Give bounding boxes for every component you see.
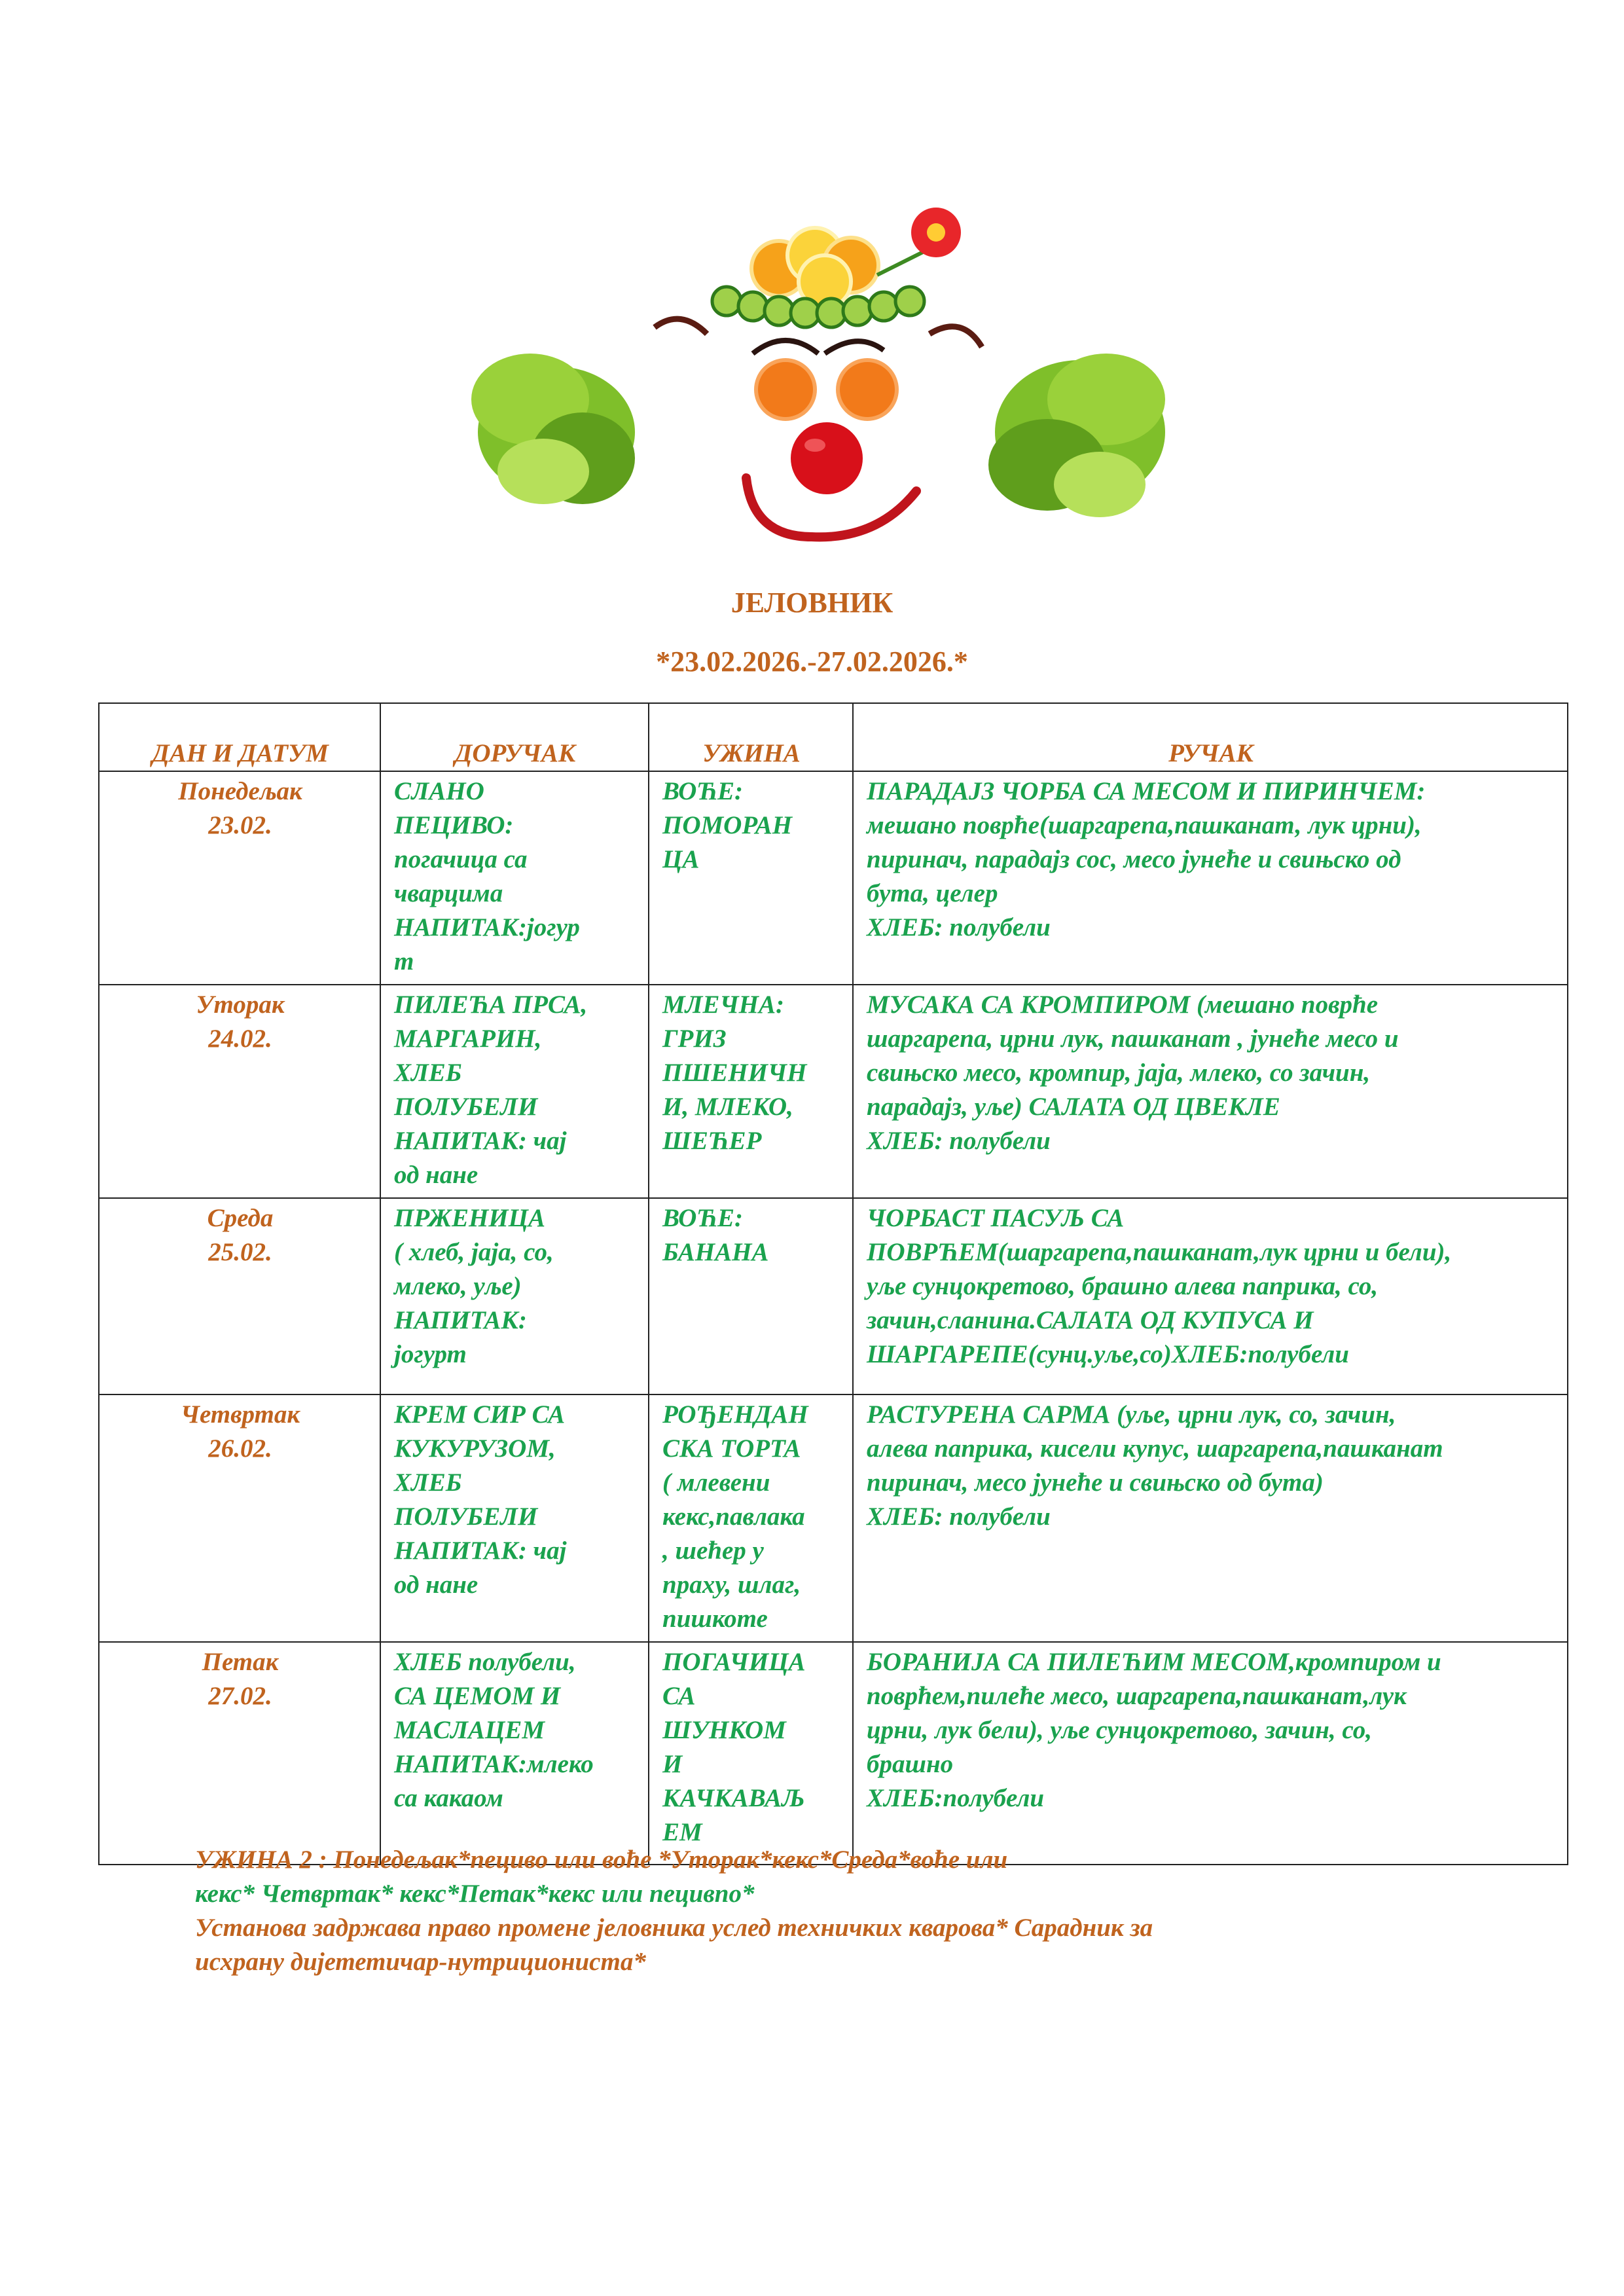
breakfast-line: чварцима xyxy=(394,879,503,907)
lettuce-left-icon xyxy=(471,354,635,504)
lunch-line: парадајз, уље) САЛАТА ОД ЦВЕКЛЕ xyxy=(867,1093,1280,1121)
breakfast-line: СА ЦЕМОМ И xyxy=(394,1682,561,1710)
snack-line: СКА ТОРТА xyxy=(662,1434,801,1463)
day-cell xyxy=(99,771,380,985)
table-row xyxy=(99,771,1568,985)
menu-table xyxy=(98,702,1568,1865)
breakfast-cell xyxy=(380,985,649,1198)
breakfast-line: млеко, уље) xyxy=(394,1272,522,1300)
table-row xyxy=(99,1394,1568,1642)
breakfast-line: НАПИТАК:млеко xyxy=(394,1750,594,1778)
breakfast-cell xyxy=(380,1642,649,1865)
day-date: 26.02. xyxy=(208,1434,272,1463)
breakfast-line: ХЛЕБ xyxy=(394,1059,462,1087)
date-range: *23.02.2026.-27.02.2026.* xyxy=(656,646,968,678)
snack-line: БАНАНА xyxy=(662,1238,769,1266)
snack-line: пишкоте xyxy=(662,1605,768,1633)
breakfast-cell xyxy=(380,1198,649,1394)
snack-cell xyxy=(649,771,853,985)
breakfast-line: јогурт xyxy=(394,1340,467,1368)
lunch-line: ЧОРБАСТ ПАСУЉ СА xyxy=(867,1204,1125,1232)
breakfast-line: ПОЛУБЕЛИ xyxy=(394,1093,538,1121)
breakfast-line: ПОЛУБЕЛИ xyxy=(394,1503,538,1531)
lunch-line: алева паприка, кисели купус, шаргарепа,пашканат xyxy=(867,1434,1443,1463)
tomato-nose-icon xyxy=(791,422,863,494)
lettuce-right-icon xyxy=(988,354,1165,517)
day-cell xyxy=(99,985,380,1198)
day-cell xyxy=(99,1198,380,1394)
snack-cell xyxy=(649,985,853,1198)
snack-cell xyxy=(649,1642,853,1865)
lunch-line: ПОВРЋЕМ(шаргарепа,пашканат,лук црни и бели), xyxy=(867,1238,1452,1266)
breakfast-line: ХЛЕБ полубели, xyxy=(394,1648,576,1676)
clown-food-illustration xyxy=(458,183,1178,576)
day-cell xyxy=(99,1394,380,1642)
snack-line: РОЂЕНДАН xyxy=(662,1400,808,1429)
lunch-line: шаргарепа, црни лук, пашканат , јунеће месо и xyxy=(867,1025,1399,1053)
breakfast-line: НАПИТАК: xyxy=(394,1306,527,1334)
lunch-line: ХЛЕБ: полубели xyxy=(867,1127,1051,1155)
snack-line: И xyxy=(662,1750,683,1778)
lunch-line: РАСТУРЕНА САРМА (уље, црни лук, со, зачин, xyxy=(867,1400,1396,1429)
lunch-line: бута, целер xyxy=(867,879,998,907)
lunch-line: уље сунцокретово, брашно алева паприка, со, xyxy=(867,1272,1379,1300)
day-date: 24.02. xyxy=(208,1025,272,1053)
lunch-line: ХЛЕБ: полубели xyxy=(867,1503,1051,1531)
day-name: Петак xyxy=(202,1648,279,1676)
table-row xyxy=(99,1198,1568,1394)
snack-line: ШЕЋЕР xyxy=(662,1127,762,1155)
snack-line: ЕМ xyxy=(662,1818,702,1846)
day-date: 27.02. xyxy=(208,1682,272,1710)
breakfast-line: ПЕЦИВО: xyxy=(394,811,514,839)
snack-line: ЦА xyxy=(662,845,700,873)
footer-line-2: кекс* Четвртак* кекс*Петак*кекс или пецивпо* xyxy=(195,1880,755,1908)
day-date: 25.02. xyxy=(208,1238,272,1266)
lunch-line: поврћем,пилеће месо, шаргарепа,пашканат,лук xyxy=(867,1682,1407,1710)
breakfast-line: погачица са xyxy=(394,845,528,873)
snack-line: МЛЕЧНА: xyxy=(662,991,784,1019)
lunch-line: свињско месо, кромпир, јаја, млеко, со зачин, xyxy=(867,1059,1371,1087)
snack-line: ШУНКОМ xyxy=(662,1716,786,1744)
footer-notes xyxy=(195,1843,1439,1979)
snack-line: ГРИЗ xyxy=(662,1025,727,1053)
breakfast-line: са какаом xyxy=(394,1784,503,1812)
breakfast-line: ( хлеб, јаја, со, xyxy=(394,1238,554,1266)
snack-line: И, МЛЕКО, xyxy=(662,1093,793,1121)
lunch-cell xyxy=(853,1198,1568,1394)
snack-line: ВОЋЕ: xyxy=(662,1204,743,1232)
header-snack: УЖИНА xyxy=(649,703,853,771)
day-cell xyxy=(99,1642,380,1865)
lunch-line: зачин,сланина.САЛАТА ОД КУПУСА И xyxy=(867,1306,1314,1334)
header-row xyxy=(99,703,1568,771)
snack-line: праху, шлаг, xyxy=(662,1571,801,1599)
lunch-line: ШАРГАРЕПЕ(сунц.уље,со)ХЛЕБ:полубели xyxy=(867,1340,1349,1368)
snack-line: ПОМОРАН xyxy=(662,811,793,839)
footer-line-3: Установа задржава право промене јеловника услед техничких кварова* Сарадник за xyxy=(195,1914,1153,1942)
breakfast-line: СЛАНО xyxy=(394,777,484,805)
lunch-cell xyxy=(853,1642,1568,1865)
lunch-line: црни, лук бели), уље сунцокретово, зачин, со, xyxy=(867,1716,1373,1744)
header-breakfast: ДОРУЧАК xyxy=(380,703,649,771)
day-name: Понедељак xyxy=(178,777,302,805)
snack-line: ПШЕНИЧН xyxy=(662,1059,807,1087)
breakfast-line: МАРГАРИН, xyxy=(394,1025,542,1053)
day-name: Четвртак xyxy=(180,1400,300,1429)
lunch-line: пиринач, парадајз сос, месо јунеће и свињско од xyxy=(867,845,1401,873)
lunch-line: БОРАНИЈА СА ПИЛЕЋИМ МЕСОМ,кромпиром и xyxy=(867,1648,1441,1676)
breakfast-line: од нане xyxy=(394,1161,478,1189)
footer-snack2-label: УЖИНА 2 xyxy=(195,1846,312,1874)
day-name: Среда xyxy=(207,1204,274,1232)
snack-line: , шећер у xyxy=(662,1537,764,1565)
page-title: ЈЕЛОВНИК xyxy=(731,587,893,619)
snack-line: ПОГАЧИЦА xyxy=(662,1648,806,1676)
breakfast-cell xyxy=(380,1394,649,1642)
lunch-line: мешано поврће(шаргарепа,пашканат, лук црни), xyxy=(867,811,1422,839)
snack-line: ( млевени xyxy=(662,1468,770,1497)
breakfast-line: КРЕМ СИР СА xyxy=(394,1400,566,1429)
breakfast-line: ПИЛЕЋА ПРСА, xyxy=(394,991,588,1019)
breakfast-line: НАПИТАК: чај xyxy=(394,1127,567,1155)
snack-line: СА xyxy=(662,1682,696,1710)
breakfast-line: т xyxy=(394,947,414,975)
snack-cell xyxy=(649,1198,853,1394)
breakfast-line: МАСЛАЦЕМ xyxy=(394,1716,545,1744)
snack-cell xyxy=(649,1394,853,1642)
snack-line: ВОЋЕ: xyxy=(662,777,743,805)
carrot-eye-right-icon xyxy=(838,360,897,419)
breakfast-line: од нане xyxy=(394,1571,478,1599)
lunch-cell xyxy=(853,985,1568,1198)
footer-line-4: исхрану дијететичар-нутрициониста* xyxy=(195,1948,646,1976)
breakfast-line: КУКУРУЗОМ, xyxy=(394,1434,556,1463)
breakfast-line: НАПИТАК:јогур xyxy=(394,913,580,941)
lunch-line: ХЛЕБ: полубели xyxy=(867,913,1051,941)
lunch-line: пиринач, месо јунеће и свињско од бута) xyxy=(867,1468,1324,1497)
day-name: Уторак xyxy=(196,991,285,1019)
header-day: ДАН И ДАТУМ xyxy=(99,703,380,771)
breakfast-line: НАПИТАК: чај xyxy=(394,1537,567,1565)
snack-line: кекс,павлака xyxy=(662,1503,805,1531)
header-lunch: РУЧАК xyxy=(853,703,1568,771)
carrot-eye-left-icon xyxy=(756,360,815,419)
strawberry-flower-icon xyxy=(877,208,961,275)
table-row xyxy=(99,1642,1568,1865)
lunch-line: ПАРАДАЈЗ ЧОРБА СА МЕСОМ И ПИРИНЧЕМ: xyxy=(867,777,1426,805)
snack-line: КАЧКАВАЉ xyxy=(662,1784,805,1812)
lunch-cell xyxy=(853,771,1568,985)
lunch-line: ХЛЕБ:полубели xyxy=(867,1784,1045,1812)
day-date: 23.02. xyxy=(208,811,272,839)
lunch-line: МУСАКА СА КРОМПИРОМ (мешано поврће xyxy=(867,991,1379,1019)
table-row xyxy=(99,985,1568,1198)
breakfast-cell xyxy=(380,771,649,985)
breakfast-line: ПРЖЕНИЦА xyxy=(394,1204,545,1232)
footer-line-1 xyxy=(195,1843,1439,1877)
lunch-cell xyxy=(853,1394,1568,1642)
breakfast-line: ХЛЕБ xyxy=(394,1468,462,1497)
lunch-line: брашно xyxy=(867,1750,954,1778)
footer-snack2-text: : Понедељак*пециво или воће *Уторак*кекс*Среда*воће или xyxy=(312,1846,1008,1874)
